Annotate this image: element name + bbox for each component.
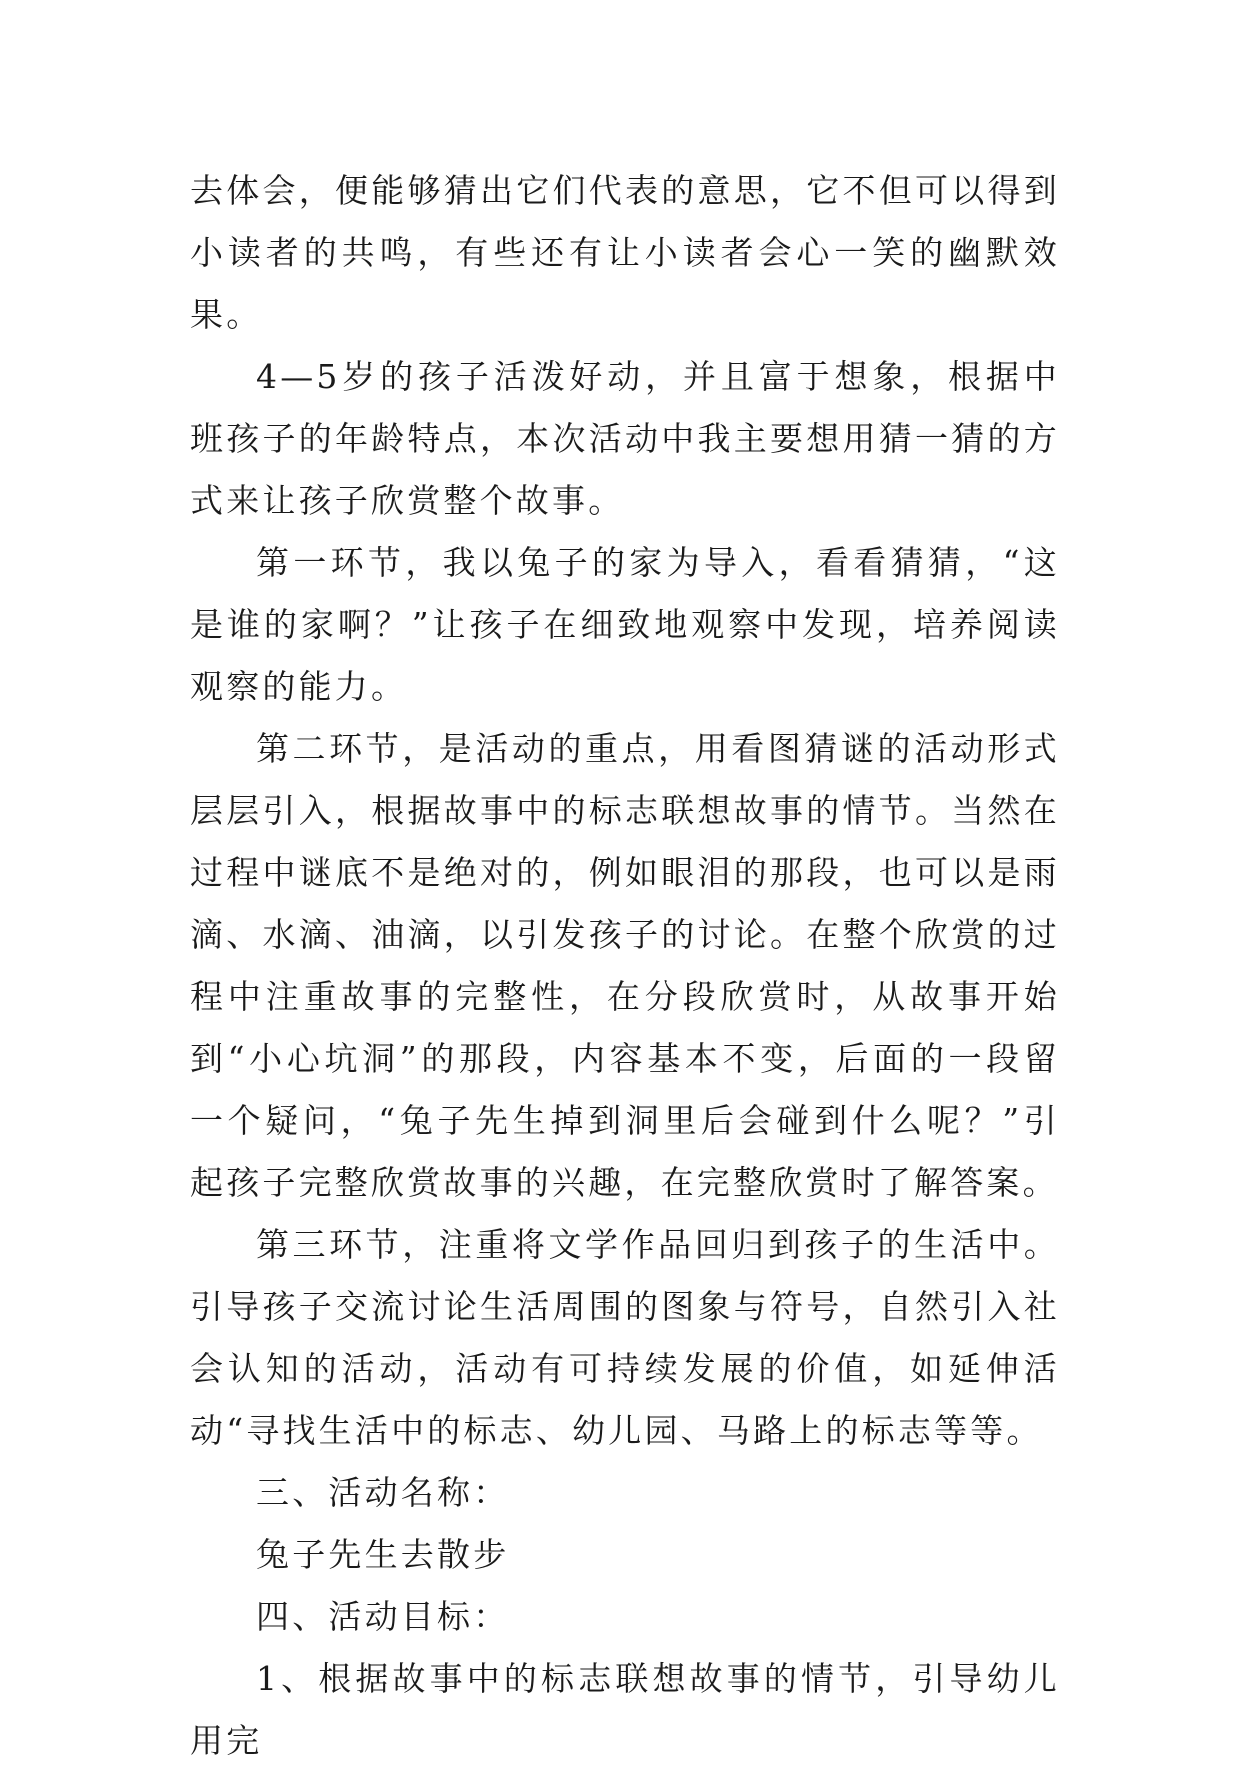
section-heading-activity-goals: 四、活动目标： bbox=[256, 1597, 510, 1636]
paragraph-step-two: 第二环节，是活动的重点，用看图猜谜的活动形式层层引入，根据故事中的标志联想故事的情节。当然在过程中谜底不是绝对的，例如眼泪的那段，也可以是雨滴、水滴、油滴，以引发孩子的讨论。在整个欣赏的过程中注重故事的完整性，在分段欣赏时，从故事开始到“小心坑洞”的那段，内容基本不变，后面的一段留一个疑问，“兔子先生掉到洞里后会碰到什么呢？”引起孩子完整欣赏故事的兴趣，在完整欣赏时了解答案。 bbox=[190, 729, 1060, 1202]
paragraph-step-one: 第一环节，我以兔子的家为导入，看看猜猜，“这是谁的家啊？”让孩子在细致地观察中发现，培养阅读观察的能力。 bbox=[190, 543, 1060, 706]
activity-name: 兔子先生去散步 bbox=[256, 1535, 510, 1574]
paragraph-step-three: 第三环节，注重将文学作品回归到孩子的生活中。引导孩子交流讨论生活周围的图象与符号，自然引入社会认知的活动，活动有可持续发展的价值，如延伸活动“寻找生活中的标志、幼儿园、马路上的标志等等。 bbox=[190, 1225, 1060, 1450]
document-body bbox=[190, 160, 1060, 1772]
paragraph-age-characteristics: 4—5岁的孩子活泼好动，并且富于想象，根据中班孩子的年龄特点，本次活动中我主要想用猜一猜的方式来让孩子欣赏整个故事。 bbox=[190, 357, 1060, 520]
paragraph-intro-continuation: 去体会，便能够猜出它们代表的意思，它不但可以得到小读者的共鸣，有些还有让小读者会心一笑的幽默效果。 bbox=[190, 171, 1060, 334]
goal-item-1: 1、根据故事中的标志联想故事的情节，引导幼儿用完 bbox=[190, 1659, 1060, 1760]
section-heading-activity-name: 三、活动名称： bbox=[256, 1473, 510, 1512]
